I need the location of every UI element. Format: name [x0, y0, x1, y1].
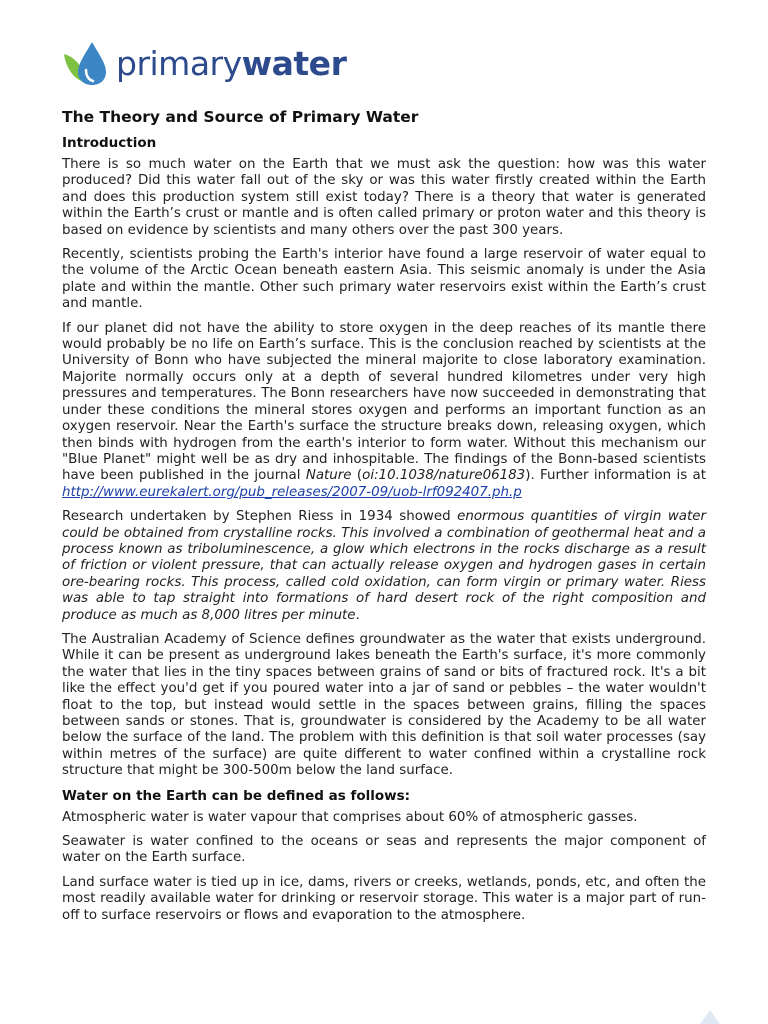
brand-name [116, 43, 347, 83]
corner-watermark-icon [696, 1008, 724, 1024]
document-body [62, 108, 706, 924]
primary-water-logo [62, 38, 346, 88]
eurekalert-link[interactable]: http://www.eurekalert.org/pub_releases/2007-09/uob-lrf092407.ph.p [62, 484, 522, 500]
brand-word-water: water [241, 43, 347, 83]
majorite-text: If our planet did not have the ability to store oxygen in the deep reaches of its mantle there would probably be no life on Earth’s surface. This is the conclusion reached by scientists at the University of Bonn who have subjected the mineral majorite to close laboratory examination. Majorite normally occurs only at a depth of several hundred kilometres under very high pressures and temperatures. The Bonn researchers have now succeeded in demonstrating that under these conditions the mineral stores oxygen and performs an important function as an oxygen reservoir. Near the Earth's surface the structure breaks down, releasing oxygen, which then binds with hydrogen from the earth's interior to form water. Without this mechanism our "Blue Planet" might well be as dry and inhospitable. The findings of the Bonn-based scientists have been published in the journal [62, 320, 706, 484]
definitions-heading: Water on the Earth can be defined as follows: [62, 787, 411, 804]
brand-word-primary: primary [116, 43, 242, 83]
ref-open: ( [351, 468, 363, 484]
riess-lead: Research undertaken by Stephen Riess in 1934 showed [62, 509, 458, 525]
paragraph-atmospheric-water: Atmospheric water is water vapour that comprises about 60% of atmospheric gasses. [62, 809, 638, 825]
water-drop-leaf-icon [62, 40, 110, 86]
riess-quote: enormous quantities of virgin water could be obtained from crystalline rocks. This involved a combination of geothermal heat and a process known as triboluminescence, a glow which electrons in the rocks discharge as a result of friction or violent pressure, that can actually release oxygen and hydrogen gases in certain ore-bearing rocks. This process, called cold oxidation, can form virgin or primary water. Riess was able to tap straight into formations of hard desert rock of the right composition and produce as much as 8,000 litres per minute [62, 509, 706, 623]
paragraph-land-surface-water: Land surface water is tied up in ice, dams, rivers or creeks, wetlands, ponds, etc, and often the most readily available water for drinking or reservoir storage. This water is a major part of run-off to surface reservoirs or flows and evaporation to the atmosphere. [62, 874, 706, 923]
paragraph-riess [62, 509, 706, 624]
paragraph-groundwater-definition: The Australian Academy of Science defines groundwater as the water that exists underground. While it can be present as underground lakes beneath the Earth's surface, it's more commonly the water that lies in the tiny spaces between grains of sand or bits of fractured rock. It's a bit like the effect you'd get if you poured water into a jar of sand or pebbles – the water wouldn't float to the top, but instead would settle in the spaces between grains, filling the spaces between sands or stones. That is, groundwater is considered by the Academy to be all water below the surface of the land. The problem with this definition is that soil water processes (say within metres of the surface) are quite different to water confined within a crystalline rock structure that might be 300-500m below the land surface. [62, 631, 706, 779]
paragraph-seawater: Seawater is water confined to the oceans or seas and represents the major component of water on the Earth surface. [62, 834, 706, 866]
introduction-heading: Introduction [62, 135, 157, 151]
ref-close: ). Further information is at [525, 468, 706, 484]
doi-reference: oi:10.1038/nature06183 [362, 468, 526, 484]
document-title: The Theory and Source of Primary Water [62, 108, 419, 126]
paragraph-majorite [62, 321, 706, 501]
riess-tail: . [355, 607, 360, 623]
paragraph-origin-question: There is so much water on the Earth that we must ask the question: how was this water produced? Did this water fall out of the sky or was this water firstly created within the Earth and does this production system still exist today? There is a theory that water is generated within the Earth’s crust or mantle and is often called primary or proton water and this theory is based on evidence by scientists and many others over the past 300 years. [62, 157, 706, 238]
journal-name: Nature [305, 468, 352, 484]
paragraph-arctic-reservoir: Recently, scientists probing the Earth's interior have found a large reservoir of water equal to the volume of the Arctic Ocean beneath eastern Asia. This seismic anomaly is under the Asia plate and within the mantle. Other such primary water reservoirs exist within the Earth’s crust and mantle. [62, 247, 706, 312]
